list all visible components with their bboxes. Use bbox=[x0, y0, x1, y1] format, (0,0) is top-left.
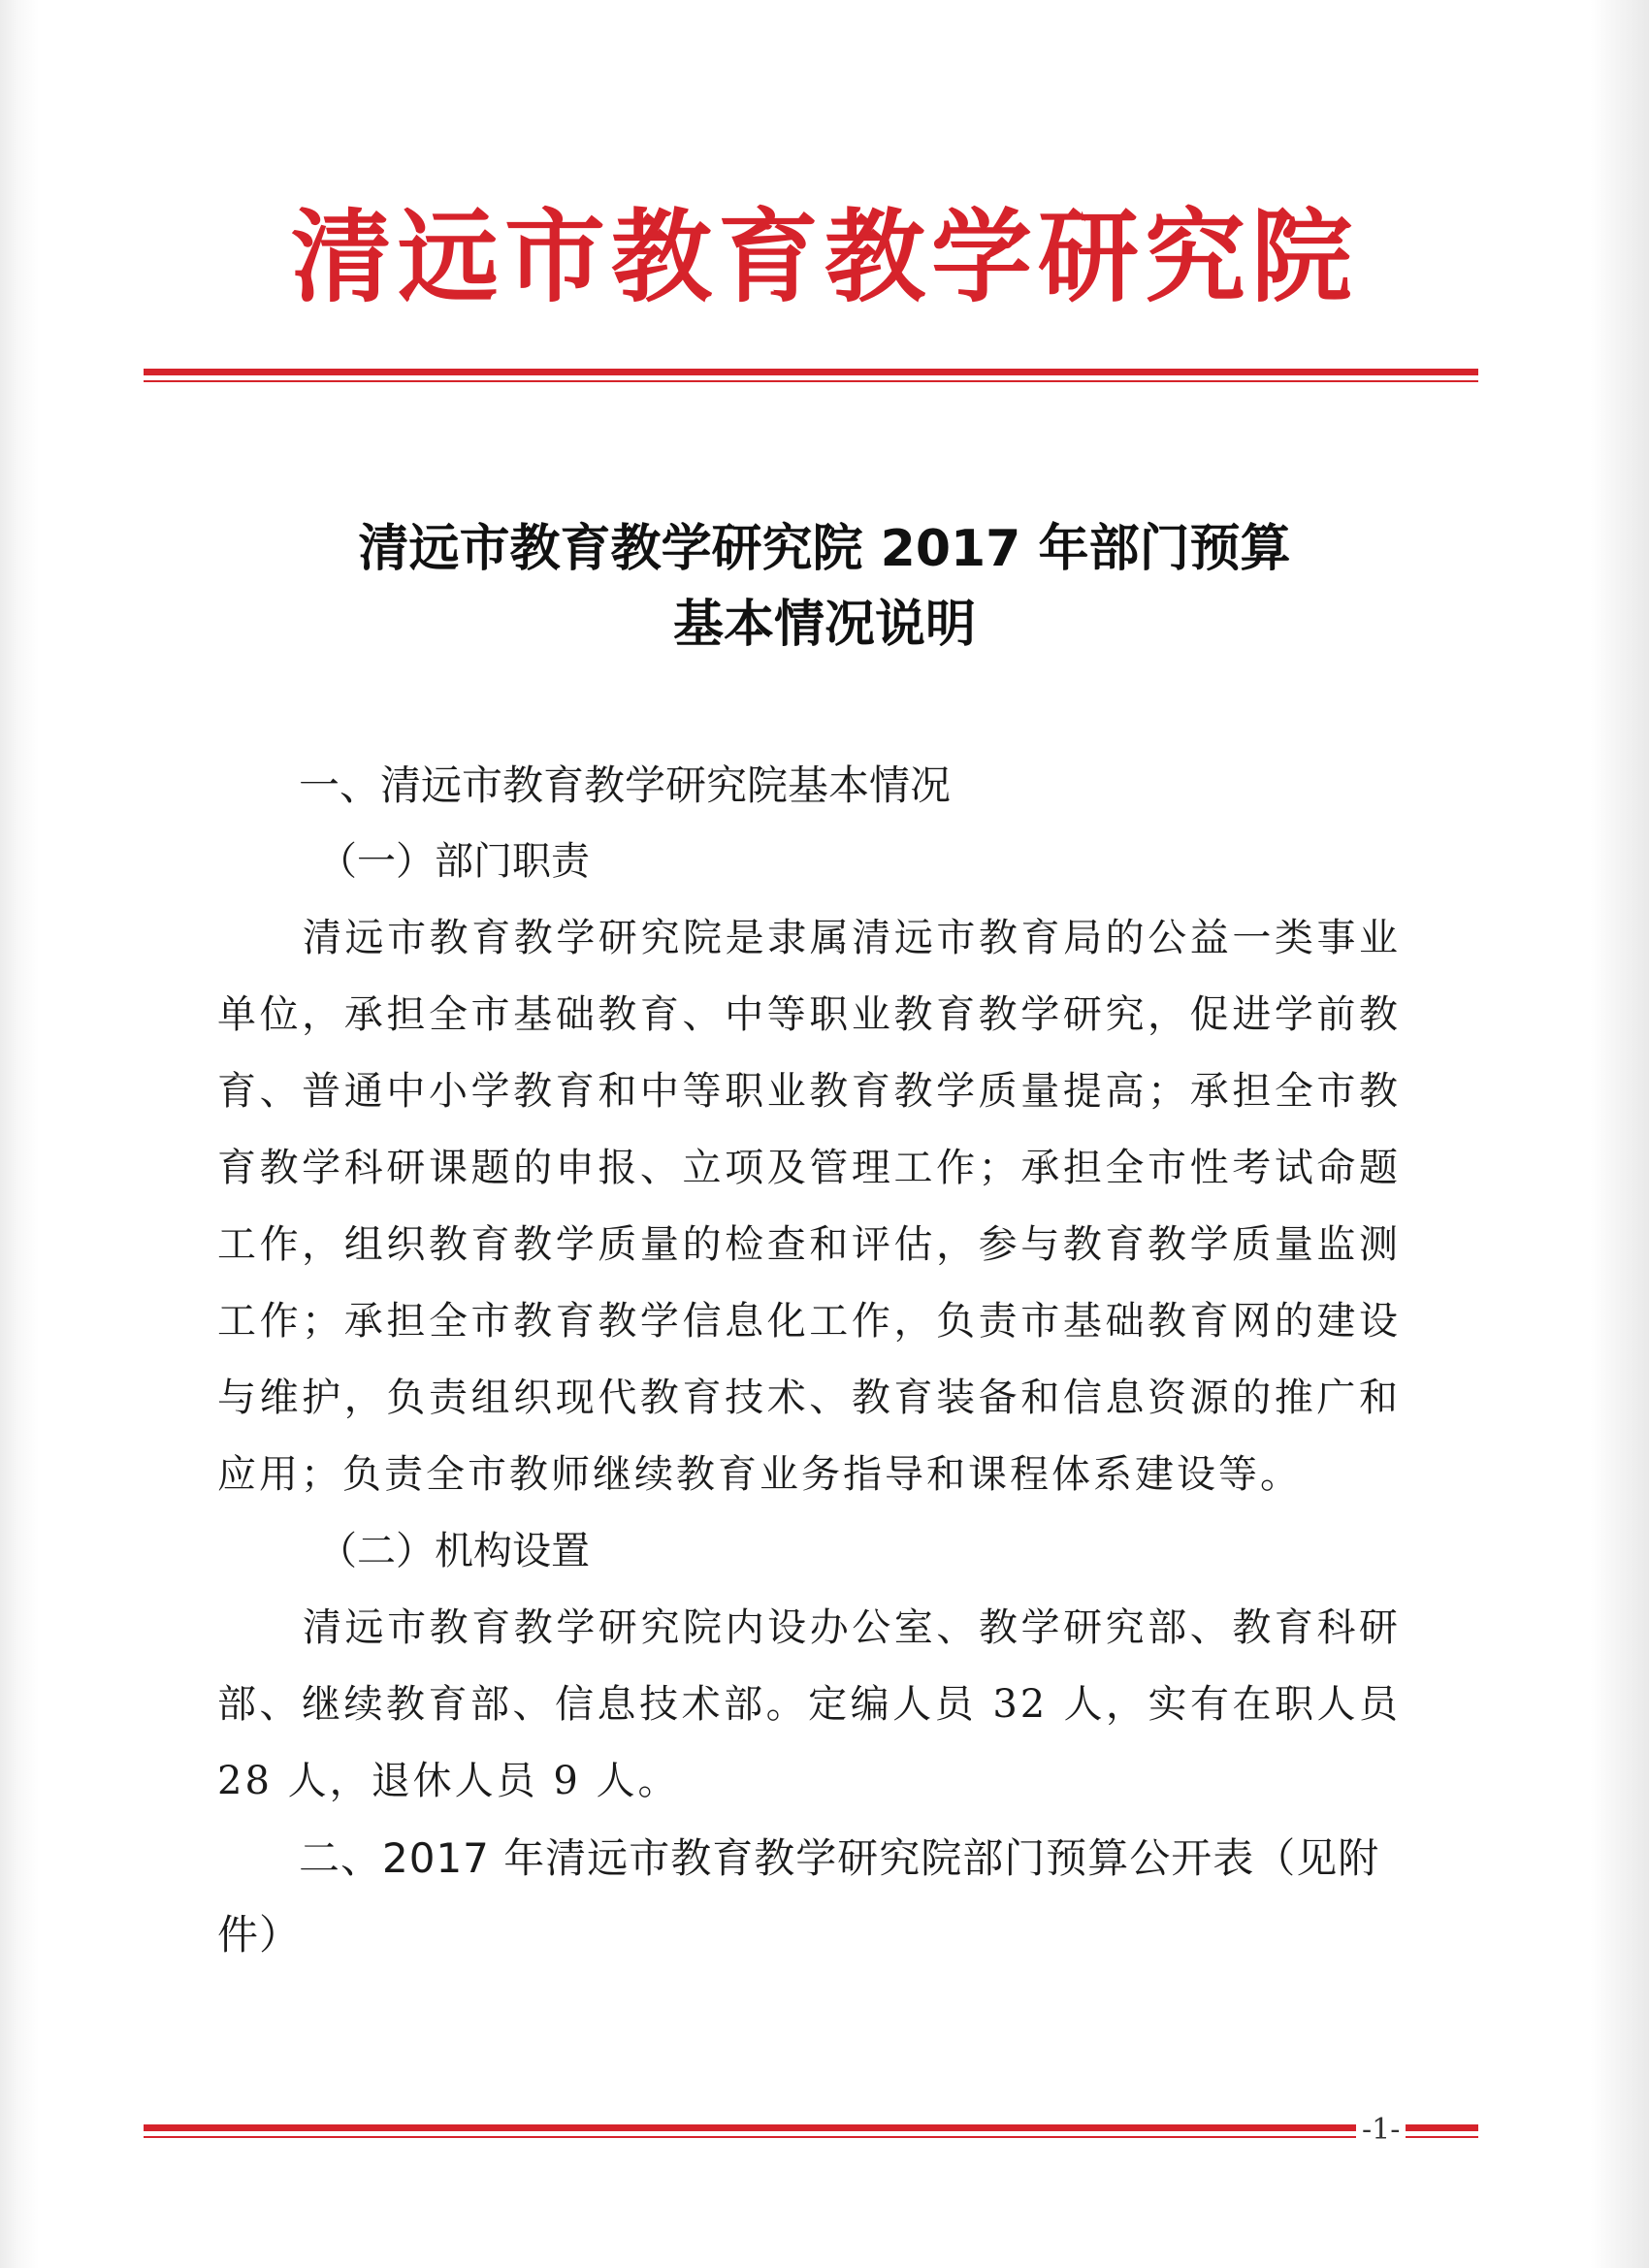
section2-heading: 二、2017 年清远市教育教学研究院部门预算公开表（见附件） bbox=[217, 1834, 1380, 1959]
letterhead-title: 清远市教育教学研究院 bbox=[290, 197, 1358, 316]
document-title-line2: 基本情况说明 bbox=[672, 596, 976, 654]
section1-heading: 一、清远市教育教学研究院基本情况 bbox=[299, 761, 952, 809]
footer-red-rule bbox=[144, 2124, 1478, 2138]
red-rule-thin bbox=[144, 380, 1478, 382]
letterhead-red-rule bbox=[144, 369, 1478, 382]
sub1-heading: （一）部门职责 bbox=[318, 839, 590, 884]
sub2-paragraph: 清远市教育教学研究院内设办公室、教学研究部、教育科研部、继续教育部、信息技术部。定编人员 32 人，实有在职人员 28 人，退休人员 9 人。 bbox=[217, 1605, 1401, 1803]
red-rule-thick bbox=[144, 369, 1478, 375]
sub2-heading: （二）机构设置 bbox=[318, 1529, 590, 1573]
page-number: -1- bbox=[1356, 2117, 1406, 2144]
document-body bbox=[217, 747, 1401, 1973]
document-title-line1: 清远市教育教学研究院 2017 年部门预算 bbox=[358, 520, 1291, 578]
sub1-paragraph: 清远市教育教学研究院是隶属清远市教育局的公益一类事业单位，承担全市基础教育、中等职业教育教学研究，促进学前教育、普通中小学教育和中等职业教育教学质量提高；承担全市教育教学科研课题的申报、立项及管理工作；承担全市性考试命题工作，组织教育教学质量的检查和评估，参与教育教学质量监测工作；承担全市教育教学信息化工作，负责市基础教育网的建设与维护，负责组织现代教育技术、教育装备和信息资源的推广和应用；负责全市教师继续教育业务指导和课程体系建设等。 bbox=[217, 916, 1401, 1497]
footer-rule-thin bbox=[144, 2136, 1478, 2138]
footer-rule-thick bbox=[144, 2124, 1478, 2131]
